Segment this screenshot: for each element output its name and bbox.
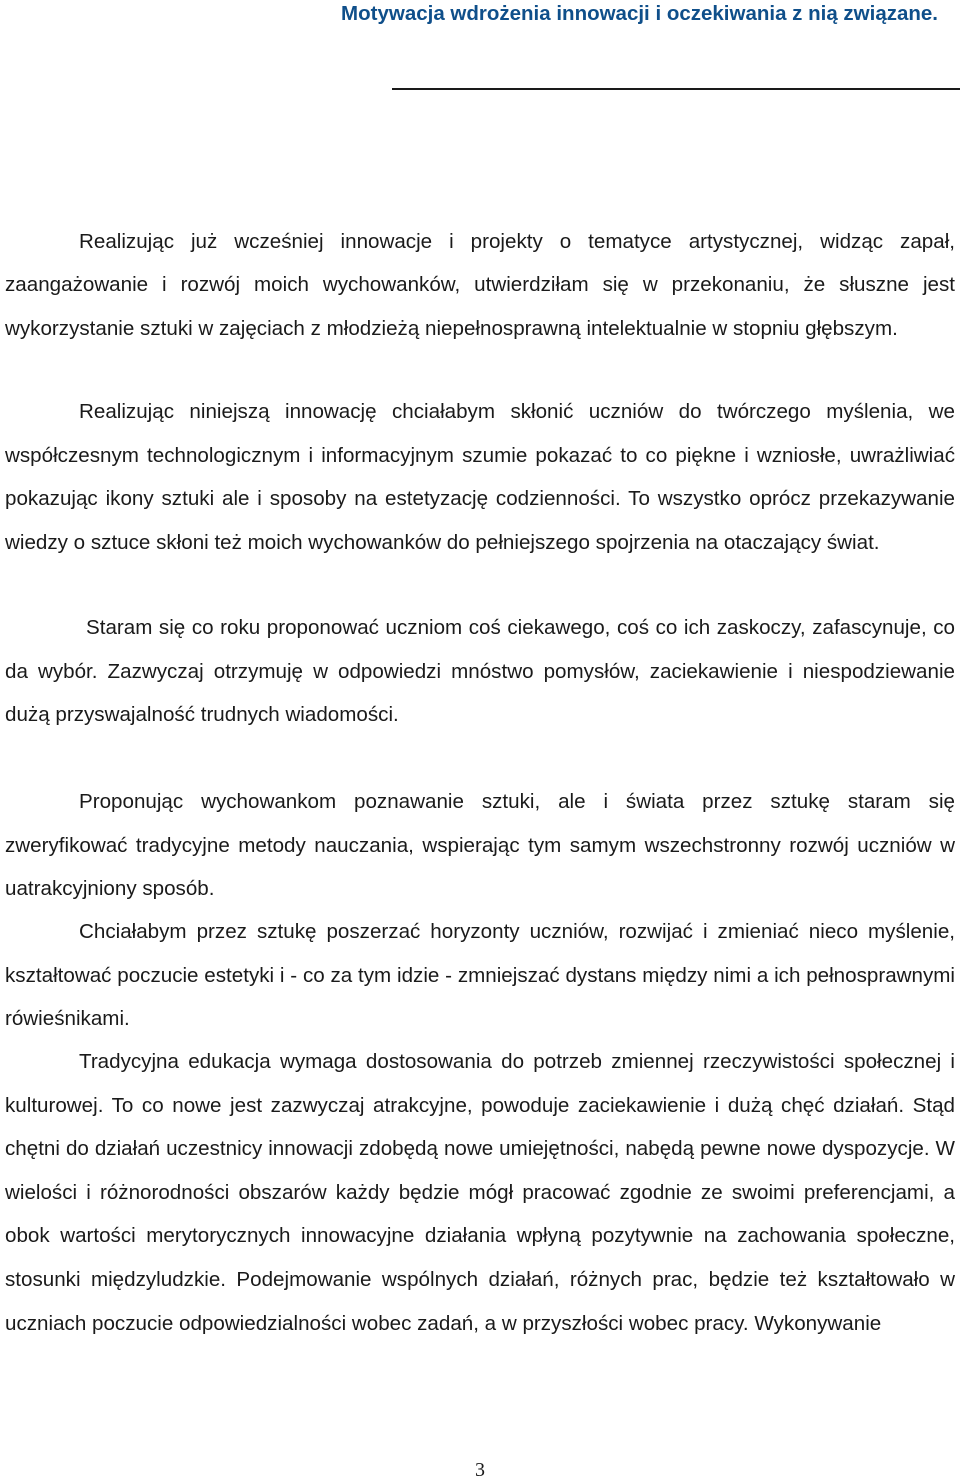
paragraph-2: Realizując niniejszą innowację chciałabym skłonić uczniów do twórczego myślenia, we współczesnym technologicznym i informacyjnym szumie pokazać to co piękne i wzniosłe, uwrażliwiać pokazując ikony sztuki ale i sposoby na estetyzację codzienności. To wszystko oprócz przekazywanie wiedzy o sztuce skłoni też moich wychowanków do pełniejszego spojrzenia na otaczający świat. (5, 400, 955, 554)
paragraph-4: Proponując wychowankom poznawanie sztuki, ale i świata przez sztukę staram się zweryfikować tradycyjne metody nauczania, wspierając tym samym wszechstronny rozwój uczniów w uatrakcyjniony sposób. (5, 790, 955, 900)
paragraph-3: Staram się co roku proponować uczniom coś ciekawego, coś co ich zaskoczy, zafascynuje, co da wybór. Zazwyczaj otrzymuję w odpowiedzi mnóstwo pomysłów, zaciekawienie i niespodziewanie dużą przyswajalność trudnych wiadomości. (5, 616, 955, 726)
page-heading: Motywacja wdrożenia innowacji i oczekiwania z nią związane. (341, 2, 938, 25)
paragraph-1: Realizując już wcześniej innowacje i projekty o tematyce artystycznej, widząc zapał, zaangażowanie i rozwój moich wychowanków, utwierdziłam się w przekonaniu, że słuszne jest wykorzystanie sztuki w zajęciach z młodzieżą niepełnosprawną intelektualnie w stopniu głębszym. (5, 230, 955, 340)
paragraph-5: Chciałabym przez sztukę poszerzać horyzonty uczniów, rozwijać i zmieniać nieco myślenie, kształtować poczucie estetyki i - co za tym idzie - zmniejszać dystans między nimi a ich pełnosprawnymi rówieśnikami. (5, 920, 955, 1030)
heading-divider (392, 88, 960, 90)
paragraph-6: Tradycyjna edukacja wymaga dostosowania do potrzeb zmiennej rzeczywistości społecznej i kulturowej. To co nowe jest zazwyczaj atrakcyjne, powoduje zaciekawienie i dużą chęć działań. Stąd chętni do działań uczestnicy innowacji zdobędą nowe umiejętności, nabędą pewne nowe dyspozycje. W wielości i różnorodności obszarów każdy będzie mógł pracować zgodnie ze swoimi preferencjami, a obok wartości merytorycznych innowacyjne działania wpłyną pozytywnie na zachowania społeczne, stosunki międzyludzkie. Podejmowanie wspólnych działań, różnych prac, będzie też kształtowało w uczniach poczucie odpowiedzialności wobec zadań, a w przyszłości wobec pracy. Wykonywanie (5, 1050, 955, 1335)
page-number: 3 (475, 1459, 485, 1481)
